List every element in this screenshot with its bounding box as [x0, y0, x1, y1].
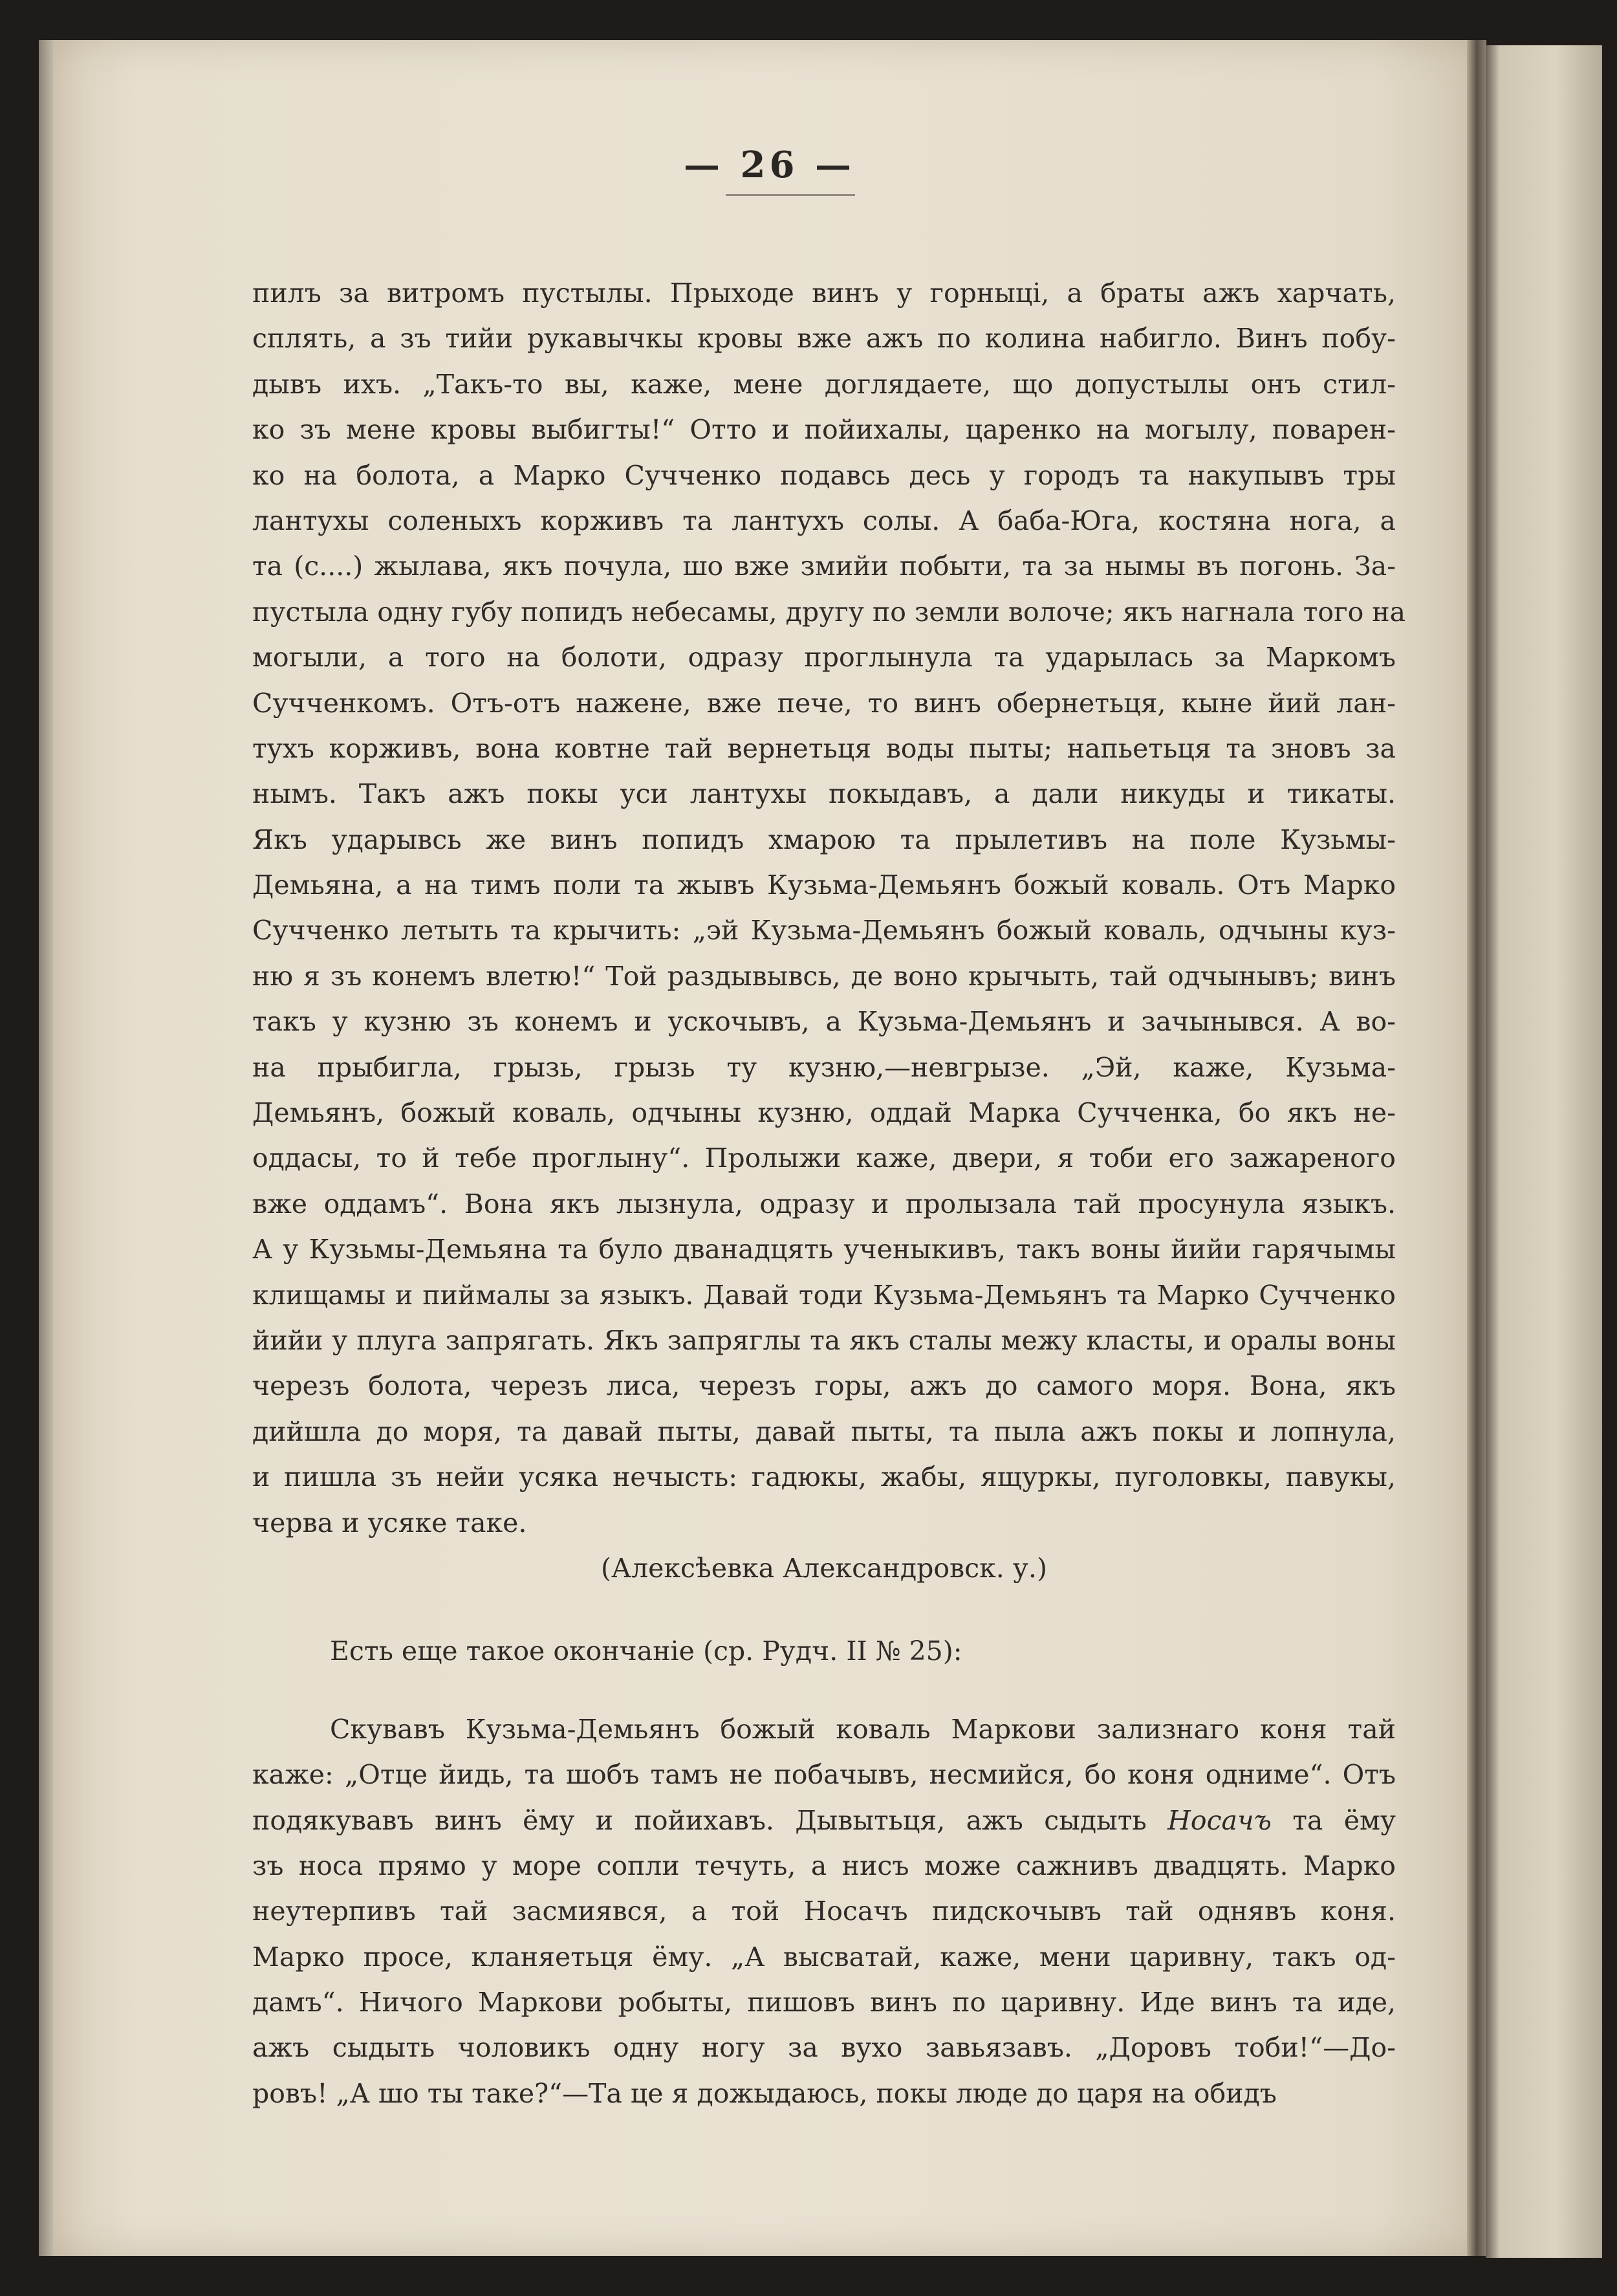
text-line: могыли, а того на болоти, одразу проглынула та ударылась за Маркомъ — [252, 642, 1396, 673]
text-line: Марко просе, кланяетьця ёму. „А высватай, каже, мени царивну, такъ од- — [252, 1941, 1396, 1973]
book-spine — [1467, 40, 1486, 2256]
spacer — [252, 1674, 1396, 1707]
text-line: зъ носа прямо у море сопли течуть, а нисъ може сажнивъ двадцять. Марко — [252, 1850, 1396, 1881]
text-line: подякувавъ винъ ёму и пойихавъ. Дывытьця, ажъ сыдыть Носачъ та ёму — [252, 1804, 1396, 1836]
text-line: оддасы, то й тебе проглыну“. Пролыжи каже, двери, я тоби его зажареного — [252, 1143, 1396, 1174]
text-line: пилъ за витромъ пустылы. Прыходе винъ у горныцi, а браты ажъ харчать, — [252, 278, 1396, 309]
text-line: сплять, а зъ тийи рукавычкы кровы вже ажъ по колина набигло. Винъ побу- — [252, 323, 1396, 355]
text-line: нымъ. Такъ ажъ покы уси лантухы покыдавъ, а дали никуды и тикаты. — [252, 778, 1396, 810]
text-line: дамъ“. Ничого Маркови робыты, пишовъ винъ по царивну. Иде винъ та иде, — [252, 1987, 1396, 2018]
text-line: на прыбигла, грызь, грызь ту кузню,—невгрызе. „Эй, каже, Кузьма- — [252, 1051, 1396, 1083]
book-page — [53, 40, 1486, 2256]
location-note: (Алексѣевка Александровск. у.) — [601, 1552, 1047, 1584]
book-right-edge — [1486, 45, 1602, 2258]
page-number-ornament — [726, 194, 855, 200]
italic-name: Носачъ — [1167, 1804, 1272, 1836]
text-line: йийи у плуга запрягать. Якъ запряглы та якъ сталы межу класты, и оралы воны — [252, 1324, 1396, 1356]
text-line: та (с....) жылава, якъ почула, шо вже змийи побыти, та за нымы въ погонь. За- — [252, 551, 1396, 582]
page-body — [252, 270, 1406, 2116]
text-line: такъ у кузню зъ конемъ и ускочывъ, а Кузьма-Демьянъ и зачынывся. А во- — [252, 1006, 1396, 1038]
text-line: ажъ сыдыть чоловикъ одну ногу за вухо завьязавъ. „Доровъ тоби!“—До- — [252, 2032, 1396, 2064]
text-line: тухъ корживъ, вона ковтне тай вернетьця воды пыты; напьетьця та зновъ за — [252, 732, 1396, 764]
text-line: лантухы соленыхъ корживъ та лантухъ солы. А баба-Юга, костяна нога, а — [252, 505, 1396, 536]
text-line: Демьяна, а на тимъ поли та жывъ Кузьма-Демьянъ божый коваль. Отъ Марко — [252, 869, 1396, 901]
text-line: клищамы и пиймалы за языкъ. Давай тоди Кузьма-Демьянъ та Марко Сучченко — [252, 1279, 1396, 1311]
text-line: Сучченко летыть та крычить: „эй Кузьма-Демьянъ божый коваль, одчыны куз- — [252, 915, 1396, 946]
text-line: Сучченкомъ. Отъ-отъ нажене, вже пече, то винъ обернетьця, кыне йий лан- — [252, 687, 1396, 719]
text-line: ко зъ мене кровы выбигты!“ Отто и пойихалы, царенко на могылу, поварен- — [252, 414, 1396, 446]
text-line: Якъ ударывсь же винъ попидъ хмарою та прылетивъ на поле Кузьмы- — [252, 824, 1396, 855]
text-line: и пишла зъ нейи усяка нечысть: гадюкы, жабы, ящуркы, пуголовкы, павукы, — [252, 1461, 1396, 1493]
text-line: вже оддамъ“. Вона якъ лызнула, одразу и пролызала тай просунула языкъ. — [252, 1188, 1396, 1219]
text-line: черва и усяке таке. — [252, 1507, 527, 1538]
paragraph-2 — [252, 1707, 1396, 2117]
text-line: неутерпивъ тай засмиявся, а той Носачъ пидскочывъ тай однявъ коня. — [252, 1896, 1396, 1927]
text-line: А у Кузьмы-Демьяна та було дванадцять ученыкивъ, такъ воны йийи гарячымы — [252, 1234, 1396, 1265]
note-line: Есть еще такое окончанiе (ср. Рудч. II № 25): — [330, 1635, 962, 1667]
text-line: дывъ ихъ. „Такъ-то вы, каже, мене доглядаете, що допустылы онъ стил- — [252, 368, 1396, 400]
text-line: черезъ болота, черезъ лиса, черезъ горы, ажъ до самого моря. Вона, якъ — [252, 1370, 1396, 1402]
text-line: пустыла одну губу попидъ небесамы, другу по земли волоче; якъ нагнала того на — [252, 596, 1406, 628]
spacer — [252, 1591, 1396, 1628]
paragraph-1 — [252, 270, 1406, 1546]
text-line: дийшла до моря, та давай пыты, давай пыты, та пыла ажъ покы и лопнула, — [252, 1416, 1396, 1447]
text-line: ко на болота, а Марко Сучченко подавсь десь у городъ та накупывъ тры — [252, 459, 1396, 491]
page-number: — 26 — — [684, 144, 855, 186]
text-line: ню я зъ конемъ влетю!“ Той раздывывсь, де воно крычыть, тай одчынывъ; винъ — [252, 960, 1396, 992]
text-line: Демьянъ, божый коваль, одчыны кузню, оддай Марка Сучченка, бо якъ не- — [252, 1097, 1396, 1129]
text-line: ровъ! „А шо ты таке?“—Та це я дожыдаюсь, покы люде до царя на обидъ — [252, 2077, 1277, 2109]
text-line: Скувавъ Кузьма-Демьянъ божый коваль Маркови зализнаго коня тай — [330, 1713, 1396, 1745]
text-line: каже: „Отце йидь, та шобъ тамъ не побачывъ, несмийся, бо коня одниме“. Отъ — [252, 1759, 1396, 1791]
